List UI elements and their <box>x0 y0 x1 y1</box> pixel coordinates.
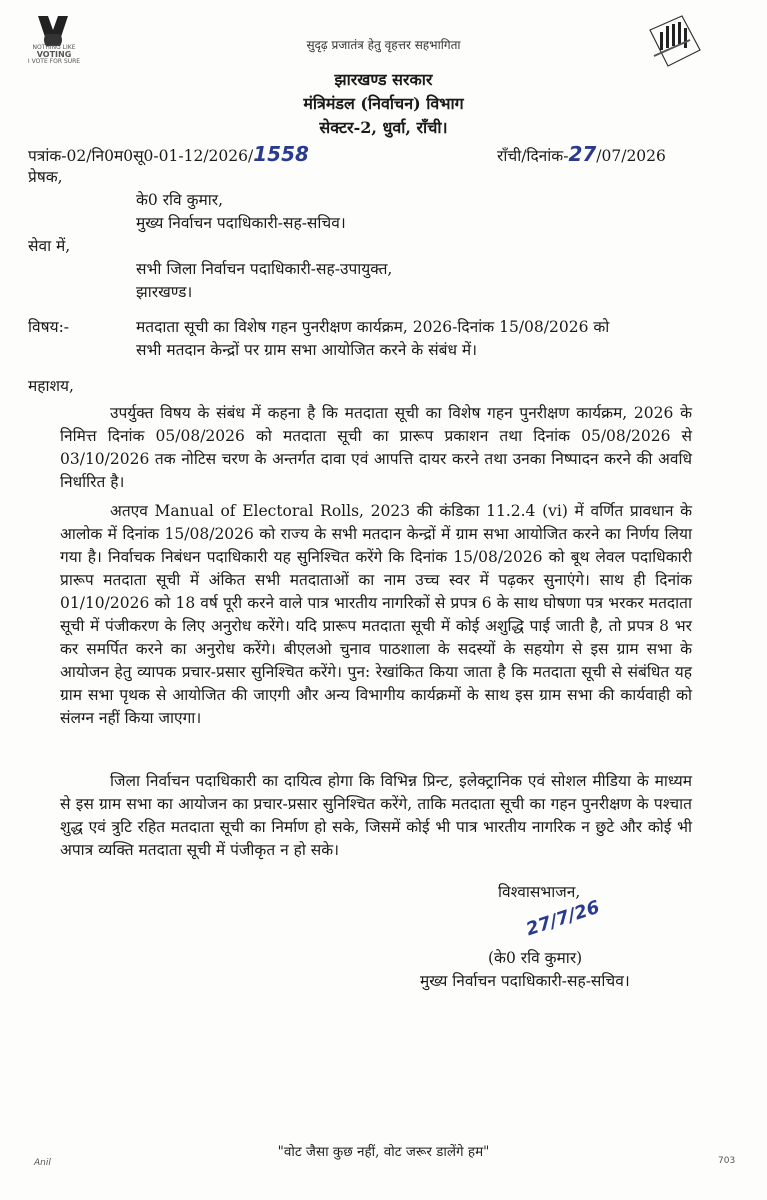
paragraph-1-text: उपर्युक्त विषय के संबंध में कहना है कि मतदाता सूची का विशेष गहन पुनरीक्षण कार्यक्रम, 2026 के निमित्त दिनांक 05/08/2026 को मतदाता सूची का प्रारूप प्रकाशन तथा दिनांक 05/08/2026 से 03/10/2026 तक नोटिस चरण के अन्तर्गत दावा एवं आपत्ति दायर करने तथा उनका निष्पादन करने की अवधि निर्धारित है। <box>60 404 692 491</box>
page-code: 703 <box>718 1156 736 1166</box>
subject-line-1: मतदाता सूची का विशेष गहन पुनरीक्षण कार्यक्रम, 2026-दिनांक 15/08/2026 को <box>136 318 610 336</box>
sender-name: के0 रवि कुमार, <box>136 191 224 209</box>
signatory-designation: मुख्य निर्वाचन पदाधिकारी-सह-सचिव। <box>420 972 630 990</box>
sender-designation: मुख्य निर्वाचन पदाधिकारी-सह-सचिव। <box>136 214 346 232</box>
signatory-name: (के0 रवि कुमार) <box>488 949 583 967</box>
paragraph-1 <box>60 402 692 494</box>
footer-quote: "वोट जैसा कुछ नहीं, वोट जरूर डालेंगे हम" <box>277 1144 490 1160</box>
letter-number <box>28 142 309 166</box>
subject-line-2: सभी मतदान केन्द्रों पर ग्राम सभा आयोजित करने के संबंध में। <box>136 341 478 359</box>
department-address: सेक्टर-2, धुर्वा, राँची। <box>319 118 448 137</box>
logo-text-1: NOTHING LIKE <box>32 44 76 51</box>
logo-text-2: VOTING <box>36 50 72 59</box>
sender-label: प्रेषक, <box>28 168 63 186</box>
date-handwritten: 27 <box>568 142 597 166</box>
letter-number-label: पत्रांक-02/नि0म0सू0-01-12/2026/ <box>28 147 254 165</box>
paragraph-3-text: जिला निर्वाचन पदाधिकारी का दायित्व होगा कि विभिन्न प्रिन्ट, इलेक्ट्रानिक एवं सोशल मीडिया के माध्यम से इस ग्राम सभा का आयोजन का प्रचार-प्रसार सुनिश्चित करेंगे, ताकि मतदाता सूची का गहन पुनरीक्षण के पश्चात शुद्ध एवं त्रुटि रहित मतदाता सूची का निर्माण हो सके, जिसमें कोई भी पात्र भारतीय नागरिक न छुटे और कोई भी अपात्र व्यक्ति मतदाता सूची में पंजीकृत न हो सके। <box>60 772 692 859</box>
paragraph-3 <box>60 770 692 862</box>
date-suffix: /07/2026 <box>596 147 666 165</box>
tagline: सुदृढ़ प्रजातंत्र हेतु वृहत्तर सहभागिता <box>306 38 461 52</box>
typist-initials: Anil <box>34 1158 51 1168</box>
salutation: महाशय, <box>28 377 74 395</box>
government-name: झारखण्ड सरकार <box>334 70 433 89</box>
recipient-name: सभी जिला निर्वाचन पदाधिकारी-सह-उपायुक्त, <box>136 260 393 278</box>
recipient-label: सेवा में, <box>28 237 71 255</box>
paragraph-2 <box>60 500 692 730</box>
subject-label: विषय:- <box>28 318 70 336</box>
recipient-place: झारखण्ड। <box>136 283 193 301</box>
paragraph-2-text: अतएव Manual of Electoral Rolls, 2023 की कंडिका 11.2.4 (vi) में वर्णित प्रावधान के आलोक में दिनांक 15/08/2026 को राज्य के सभी मतदान केन्द्रों में ग्राम सभा आयोजित करने का निर्णय लिया गया है। निर्वाचक निबंधन पदाधिकारी यह सुनिश्चित करेंगे कि दिनांक 15/08/2026 को बूथ लेवल पदाधिकारी प्रारूप मतदाता सूची में अंकित सभी मतदाताओं का नाम उच्च स्वर में पढ़कर सुनाएंगे। साथ ही दिनांक 01/10/2026 को 18 वर्ष पूरी करने वाले पात्र भारतीय नागरिकों से प्रपत्र 6 के साथ घोषणा पत्र भरकर मतदाता सूची में पंजीकरण के लिए अनुरोध करेंगे। यदि प्रारूप मतदाता सूची में कोई अशुद्धि पाई जाती है, तो प्रपत्र 8 भर कर समर्पित करने का अनुरोध करेंगे। बीएलओ चुनाव पाठशाला के सदस्यों के सहयोग से इस ग्राम सभा के आयोजन हेतु व्यापक प्रचार-प्रसार सुनिश्चित करेंगे। पुन: रेखांकित किया जाता है कि मतदाता सूची से संबंधित यह ग्राम सभा पृथक से आयोजित की जाएगी और अन्य विभागीय कार्यक्रमों के साथ इस ग्राम सभा की कार्यवाही को संलग्न नहीं किया जाएगा। <box>60 502 692 727</box>
department-name: मंत्रिमंडल (निर्वाचन) विभाग <box>303 94 464 113</box>
date-label: राँची/दिनांक- <box>497 147 569 165</box>
valediction: विश्वासभाजन, <box>498 883 581 901</box>
handwritten-signature: 27/7/26 <box>523 896 603 941</box>
logo-text-3: I VOTE FOR SURE <box>27 58 81 65</box>
letter-date <box>497 142 666 166</box>
letter-number-handwritten: 1558 <box>253 142 309 166</box>
